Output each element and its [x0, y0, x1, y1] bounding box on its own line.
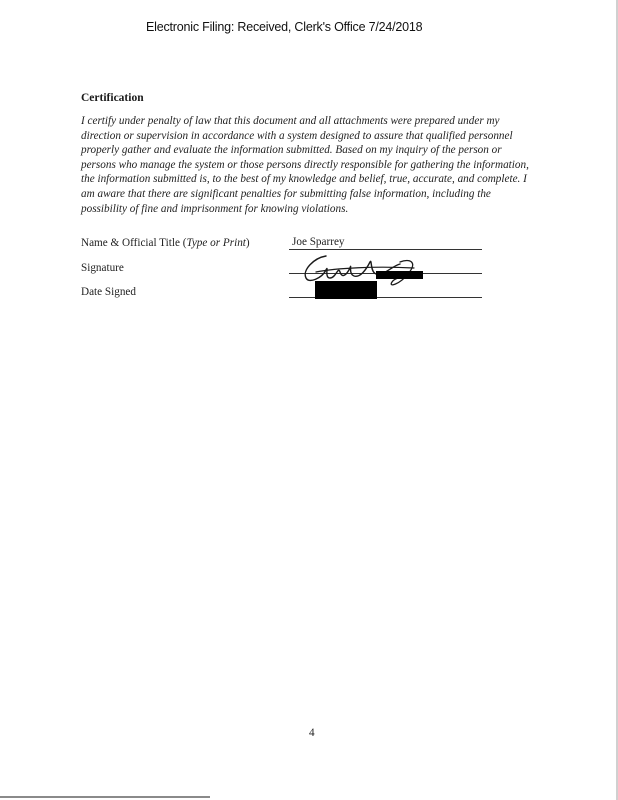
- certification-text: I certify under penalty of law that this document and all attachments were prepared under my direction or supervision in accordance with a system designed to assure that qualified personnel properly gather and evaluate the information submitted. Based on my inquiry of the person or persons who manage the system or those persons directly responsible for gathering the information, the information submitted is, to the best of my knowledge and belief, true, accurate, and complete. I am aware that there are significant penalties for submitting false information, including the possibility of fine and imprisonment for knowing violations.: [81, 115, 529, 215]
- signature-label: Signature: [81, 262, 124, 274]
- date-signed-label: Date Signed: [81, 286, 136, 298]
- name-title-label-suffix: ): [245, 237, 250, 249]
- name-title-label-prefix: Name & Official Title (: [81, 237, 187, 249]
- filing-stamp: Electronic Filing: Received, Clerk's Office 7/24/2018: [146, 20, 423, 34]
- page-edge-bottom: [0, 796, 210, 798]
- name-title-value: Joe Sparrey: [292, 236, 345, 248]
- date-redaction: [315, 281, 377, 299]
- page-number: 4: [309, 727, 315, 739]
- name-title-label: [81, 237, 250, 249]
- redaction-bar: [376, 271, 423, 279]
- name-title-label-italic: Type or Print: [186, 237, 246, 249]
- certification-heading: Certification: [81, 92, 144, 104]
